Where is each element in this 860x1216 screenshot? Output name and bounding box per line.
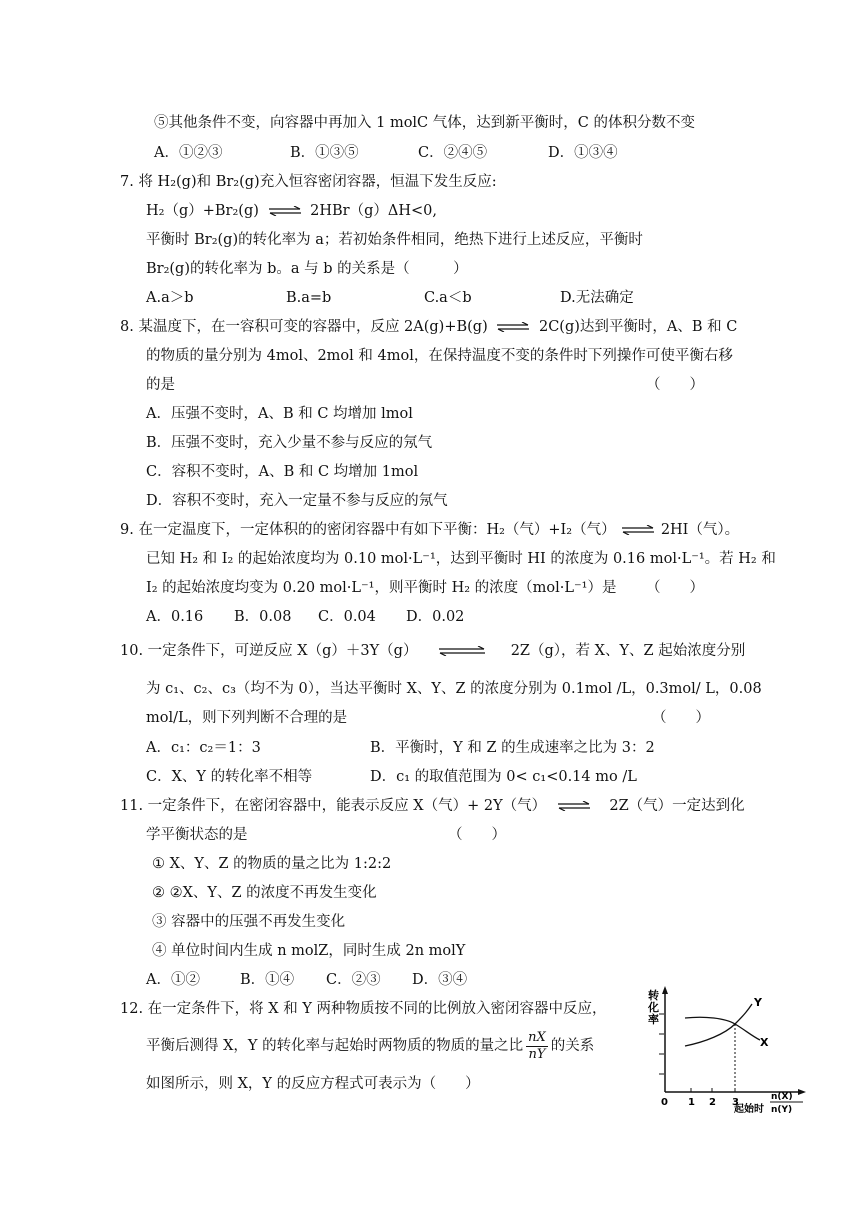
q11-answer-paren: （ ） (448, 827, 506, 843)
q8-option-d: D．容积不变时，充入一定量不参与反应的氖气 (146, 493, 448, 509)
q10-stem-a: 10. 一定条件下，可逆反应 X（g）＋3Y（g） (120, 643, 418, 659)
q9-choice-c: C．0.04 (318, 609, 376, 625)
figure-ylabel-1: 转 (648, 989, 659, 1002)
q6-choice-d: D．①③④ (548, 145, 618, 161)
curve-label-y: Y (754, 996, 762, 1009)
q9-line3: I₂ 的起始浓度均变为 0.20 mol·L⁻¹，则平衡时 H₂ 的浓度（mol·L⁻¹）是 (146, 580, 617, 596)
x-axis-arrow-icon (798, 1089, 806, 1095)
q11-item-4: ④ 单位时间内生成 n molZ，同时生成 2n molY (152, 943, 466, 959)
q7-eq-left: H₂（g）+Br₂(g) (146, 203, 259, 219)
q11-item-1: ① X、Y、Z 的物质的量之比为 1:2:2 (152, 856, 392, 872)
q8-option-c: C．容积不变时，A、B 和 C 均增加 1mol (146, 464, 419, 480)
q10-option-c: C．X、Y 的转化率不相等 (146, 769, 313, 785)
equilibrium-arrow-icon (268, 206, 302, 216)
q11-item-3: ③ 容器中的压强不再发生变化 (152, 914, 346, 930)
q10-answer-paren: （ ） (652, 710, 710, 726)
q10-option-a: A．c₁：c₂＝1：3 (146, 740, 261, 756)
curve-label-x: X (760, 1036, 769, 1049)
tick-label-3: 3 (732, 1097, 739, 1108)
q6-item5: ⑤其他条件不变，向容器中再加入 1 molC 气体，达到新平衡时，C 的体积分数不变 (154, 115, 695, 131)
xlabel-denominator: n(Y) (771, 1105, 793, 1115)
q7-line4: Br₂(g)的转化率为 b。a 与 b 的关系是（ ） (146, 261, 468, 277)
q8-line3: 的是 (146, 377, 175, 393)
q7-choice-c: C.a＜b (424, 290, 472, 306)
q10-line2: 为 c₁、c₂、c₃（均不为 0），当达平衡时 X、Y、Z 的浓度分别为 0.1mol /L，0.3mol/ L，0.08 (146, 681, 762, 697)
q9-choice-b: B．0.08 (234, 609, 292, 625)
q10-line3: mol/L，则下列判断不合理的是 (146, 710, 348, 726)
q9-stem-b: 2HI（气）。 (660, 522, 740, 538)
q9-stem (120, 520, 739, 540)
fraction-denominator: nY (528, 1046, 546, 1062)
equilibrium-arrow-icon (557, 801, 591, 811)
q12-line2-a: 平衡后测得 X，Y 的转化率与起始时两物质的物质的量之比 (146, 1038, 524, 1054)
y-axis-arrow-icon (662, 986, 668, 994)
q7-line3: 平衡时 Br₂(g)的转化率为 a；若初始条件相同，绝热下进行上述反应，平衡时 (146, 232, 643, 248)
q6-choice-c: C．②④⑤ (418, 145, 488, 161)
q12-stem: 12. 在一定条件下，将 X 和 Y 两种物质按不同的比例放入密闭容器中反应， (120, 1001, 607, 1017)
q11-choice-c: C．②③ (326, 972, 381, 988)
q9-choice-d: D．0.02 (406, 609, 465, 625)
curve-y (685, 1004, 752, 1046)
q9-answer-paren: （ ） (646, 580, 704, 596)
q8-answer-paren: （ ） (646, 377, 704, 393)
q11-stem (120, 796, 745, 816)
q7-stem: 7. 将 H₂(g)和 Br₂(g)充入恒容密闭容器，恒温下发生反应: (120, 174, 497, 190)
q7-equation (146, 201, 437, 221)
q6-choice-b: B．①③⑤ (290, 145, 359, 161)
q11-item-2: ② ②X、Y、Z 的浓度不再发生变化 (152, 885, 377, 901)
q10-stem (120, 641, 745, 661)
q8-stem-b: 2C(g)达到平衡时，A、B 和 C (538, 319, 738, 335)
q7-choice-a: A.a＞b (146, 290, 194, 306)
xlabel-prefix: 起始时 (734, 1104, 764, 1115)
tick-label-1: 1 (688, 1097, 695, 1108)
q9-stem-a: 9. 在一定温度下，一定体积的的密闭容器中有如下平衡：H₂（气）+I₂（气） (120, 522, 616, 538)
q10-option-d: D．c₁ 的取值范围为 0< c₁<0.14 mo /L (370, 769, 637, 785)
q8-stem (120, 317, 737, 337)
tick-label-0: 0 (661, 1097, 668, 1108)
q12-line2 (146, 1026, 594, 1066)
q11-line2: 学平衡状态的是 (146, 827, 248, 843)
q8-option-a: A．压强不变时，A、B 和 C 均增加 lmol (146, 406, 413, 422)
fraction-numerator: nX (528, 1029, 546, 1045)
xlabel-numerator: n(X) (771, 1092, 793, 1102)
mole-ratio-fraction (526, 1030, 548, 1063)
q7-choice-d: D.无法确定 (560, 290, 634, 306)
conversion-ratio-figure (640, 984, 810, 1124)
q11-choice-a: A．①② (146, 972, 200, 988)
q8-option-b: B．压强不变时，充入少量不参与反应的氖气 (146, 435, 433, 451)
q11-choice-b: B．①④ (240, 972, 295, 988)
q6-choice-a: A．①②③ (154, 145, 223, 161)
q12-line2-b: 的关系 (550, 1038, 595, 1054)
q10-stem-b: 2Z（g），若 X、Y、Z 起始浓度分别 (510, 643, 746, 659)
tick-label-2: 2 (709, 1097, 716, 1108)
q8-line2: 的物质的量分别为 4mol、2mol 和 4mol，在保持温度不变的条件时下列操作可使平衡右移 (146, 348, 733, 364)
q12-line3: 如图所示，则 X，Y 的反应方程式可表示为（ ） (146, 1076, 480, 1092)
curve-x (685, 1017, 760, 1040)
q9-choice-a: A．0.16 (146, 609, 204, 625)
q10-option-b: B．平衡时，Y 和 Z 的生成速率之比为 3：2 (370, 740, 655, 756)
q7-choice-b: B.a=b (286, 290, 332, 306)
q11-choice-d: D．③④ (412, 972, 468, 988)
figure-ylabel-3: 率 (648, 1013, 659, 1026)
equilibrium-arrow-icon (496, 322, 530, 332)
equilibrium-arrow-icon (438, 646, 486, 656)
equilibrium-arrow-icon (621, 525, 655, 535)
q9-line2: 已知 H₂ 和 I₂ 的起始浓度均为 0.10 mol·L⁻¹，达到平衡时 HI 的浓度为 0.16 mol·L⁻¹。若 H₂ 和 (146, 551, 776, 567)
q8-stem-a: 8. 某温度下，在一容积可变的容器中，反应 2A(g)+B(g) (120, 319, 488, 335)
q7-eq-right: 2HBr（g）ΔH<0, (310, 203, 437, 219)
q11-stem-b: 2Z（气）一定达到化 (609, 798, 745, 814)
figure-ylabel-2: 化 (648, 1001, 659, 1014)
q11-stem-a: 11. 一定条件下，在密闭容器中，能表示反应 X（气）+ 2Y（气） (120, 798, 547, 814)
